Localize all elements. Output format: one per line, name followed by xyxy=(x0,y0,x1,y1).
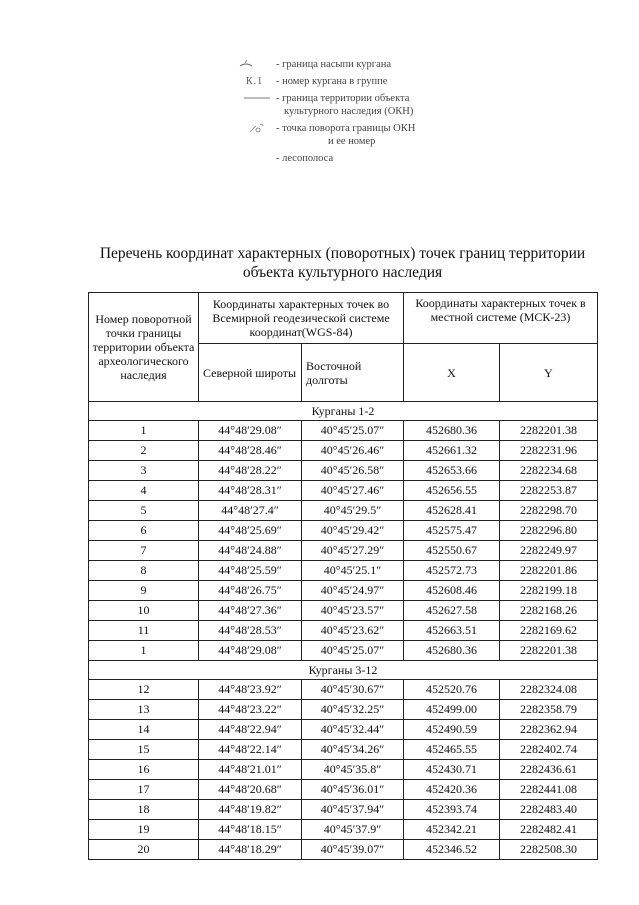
latitude-cell: 44°48′18.29″ xyxy=(199,840,302,860)
table-row xyxy=(89,700,598,720)
point-number-cell: 4 xyxy=(89,481,199,501)
x-cell: 452499.00 xyxy=(404,700,500,720)
legend-text xyxy=(276,92,413,118)
longitude-cell: 40°45′32.25″ xyxy=(302,700,404,720)
x-cell: 452663.51 xyxy=(404,621,500,641)
y-cell: 2282253.87 xyxy=(500,481,598,501)
table-row xyxy=(89,780,598,800)
table-header-row xyxy=(89,293,598,344)
latitude-cell: 44°48′22.94″ xyxy=(199,720,302,740)
point-number-cell: 5 xyxy=(89,501,199,521)
longitude-cell: 40°45′26.46″ xyxy=(302,441,404,461)
table-row xyxy=(89,481,598,501)
y-cell: 2282234.68 xyxy=(500,461,598,481)
table-row xyxy=(89,740,598,760)
table-row xyxy=(89,501,598,521)
point-number-cell: 15 xyxy=(89,740,199,760)
longitude-cell: 40°45′25.1″ xyxy=(302,561,404,581)
legend-text: - граница насыпи кургана xyxy=(276,59,392,70)
table-row xyxy=(89,541,598,561)
y-cell: 2282199.18 xyxy=(500,581,598,601)
point-number-cell: 18 xyxy=(89,800,199,820)
table-row xyxy=(89,840,598,860)
x-cell: 452628.41 xyxy=(404,501,500,521)
y-cell: 2282482.41 xyxy=(500,820,598,840)
latitude-cell: 44°48′23.22″ xyxy=(199,700,302,720)
point-number-cell: 9 xyxy=(89,581,199,601)
longitude-cell: 40°45′29.42″ xyxy=(302,521,404,541)
group-row xyxy=(89,661,598,680)
legend-item-mound-number xyxy=(236,75,496,92)
y-cell: 2282436.61 xyxy=(500,760,598,780)
table-row xyxy=(89,720,598,740)
table-row xyxy=(89,641,598,661)
point-number-cell: 1 xyxy=(89,641,199,661)
y-cell: 2282483.40 xyxy=(500,800,598,820)
y-cell: 2282231.96 xyxy=(500,441,598,461)
x-cell: 452550.67 xyxy=(404,541,500,561)
x-cell: 452490.59 xyxy=(404,720,500,740)
latitude-cell: 44°48′19.82″ xyxy=(199,800,302,820)
x-cell: 452346.52 xyxy=(404,840,500,860)
point-number-cell: 7 xyxy=(89,541,199,561)
okn-boundary-line-icon xyxy=(236,92,272,105)
point-number-cell: 8 xyxy=(89,561,199,581)
longitude-cell: 40°45′37.9″ xyxy=(302,820,404,840)
legend-item-forest-belt xyxy=(236,152,496,169)
x-cell: 452680.36 xyxy=(404,421,500,441)
y-cell: 2282402.74 xyxy=(500,740,598,760)
latitude-cell: 44°48′25.59″ xyxy=(199,561,302,581)
x-cell: 452575.47 xyxy=(404,521,500,541)
longitude-cell: 40°45′30.67″ xyxy=(302,680,404,700)
y-cell: 2282168.26 xyxy=(500,601,598,621)
header-longitude: Восточной долготы xyxy=(302,344,404,402)
y-cell: 2282296.80 xyxy=(500,521,598,541)
y-cell: 2282441.08 xyxy=(500,780,598,800)
group-row xyxy=(89,402,598,421)
header-y: Y xyxy=(500,344,598,402)
y-cell: 2282249.97 xyxy=(500,541,598,561)
longitude-cell: 40°45′27.46″ xyxy=(302,481,404,501)
x-cell: 452420.36 xyxy=(404,780,500,800)
title-line-1: Перечень координат характерных (поворотных) точек границ территории xyxy=(99,245,586,262)
latitude-cell: 44°48′24.88″ xyxy=(199,541,302,561)
x-cell: 452430.71 xyxy=(404,760,500,780)
turning-point-icon xyxy=(236,122,272,135)
point-number-cell: 19 xyxy=(89,820,199,840)
x-cell: 452520.76 xyxy=(404,680,500,700)
latitude-cell: 44°48′29.08″ xyxy=(199,421,302,441)
mound-boundary-icon xyxy=(236,58,272,71)
header-point-number: Номер поворотной точки границы территории объекта археологического наследия xyxy=(89,293,199,402)
point-number-cell: 2 xyxy=(89,441,199,461)
table-row xyxy=(89,461,598,481)
y-cell: 2282508.30 xyxy=(500,840,598,860)
point-number-cell: 16 xyxy=(89,760,199,780)
legend-line: - граница территории объекта xyxy=(276,93,410,104)
map-legend xyxy=(236,58,496,169)
legend-text: - номер кургана в группе xyxy=(276,76,388,87)
legend-line: культурного наследия (ОКН) xyxy=(284,106,414,117)
y-cell: 2282201.38 xyxy=(500,641,598,661)
y-cell: 2282324.08 xyxy=(500,680,598,700)
table-row xyxy=(89,581,598,601)
longitude-cell: 40°45′29.5″ xyxy=(302,501,404,521)
legend-item-okn-boundary xyxy=(236,92,496,122)
point-number-cell: 10 xyxy=(89,601,199,621)
latitude-cell: 44°48′28.31″ xyxy=(199,481,302,501)
y-cell: 2282201.38 xyxy=(500,421,598,441)
x-cell: 452661.32 xyxy=(404,441,500,461)
longitude-cell: 40°45′27.29″ xyxy=(302,541,404,561)
point-number-cell: 12 xyxy=(89,680,199,700)
longitude-cell: 40°45′25.07″ xyxy=(302,641,404,661)
latitude-cell: 44°48′29.08″ xyxy=(199,641,302,661)
longitude-cell: 40°45′35.8″ xyxy=(302,760,404,780)
x-cell: 452342.21 xyxy=(404,820,500,840)
table-row xyxy=(89,820,598,840)
header-msk: Координаты характерных точек в местной системе (МСК-23) xyxy=(404,293,598,344)
latitude-cell: 44°48′28.22″ xyxy=(199,461,302,481)
longitude-cell: 40°45′23.57″ xyxy=(302,601,404,621)
point-number-cell: 20 xyxy=(89,840,199,860)
y-cell: 2282298.70 xyxy=(500,501,598,521)
latitude-cell: 44°48′20.68″ xyxy=(199,780,302,800)
table-row xyxy=(89,760,598,780)
x-cell: 452627.58 xyxy=(404,601,500,621)
longitude-cell: 40°45′39.07″ xyxy=(302,840,404,860)
latitude-cell: 44°48′27.4″ xyxy=(199,501,302,521)
longitude-cell: 40°45′26.58″ xyxy=(302,461,404,481)
x-cell: 452465.55 xyxy=(404,740,500,760)
longitude-cell: 40°45′37.94″ xyxy=(302,800,404,820)
y-cell: 2282362.94 xyxy=(500,720,598,740)
table-body xyxy=(89,402,598,860)
y-cell: 2282201.86 xyxy=(500,561,598,581)
latitude-cell: 44°48′28.53″ xyxy=(199,621,302,641)
point-number-cell: 14 xyxy=(89,720,199,740)
point-number-cell: 17 xyxy=(89,780,199,800)
legend-text xyxy=(276,122,415,148)
longitude-cell: 40°45′24.97″ xyxy=(302,581,404,601)
table-row xyxy=(89,441,598,461)
x-cell: 452653.66 xyxy=(404,461,500,481)
document-title xyxy=(90,244,595,282)
longitude-cell: 40°45′32.44″ xyxy=(302,720,404,740)
longitude-cell: 40°45′34.26″ xyxy=(302,740,404,760)
y-cell: 2282169.62 xyxy=(500,621,598,641)
header-x: X xyxy=(404,344,500,402)
header-latitude: Северной широты xyxy=(199,344,302,402)
table-row xyxy=(89,680,598,700)
table-row xyxy=(89,421,598,441)
x-cell: 452572.73 xyxy=(404,561,500,581)
legend-line: - точка поворота границы ОКН xyxy=(276,123,416,134)
header-wgs: Координаты характерных точек во Всемирной геодезической системе координат(WGS-84) xyxy=(199,293,404,344)
coordinates-table xyxy=(88,292,598,860)
longitude-cell: 40°45′23.62″ xyxy=(302,621,404,641)
x-cell: 452393.74 xyxy=(404,800,500,820)
latitude-cell: 44°48′22.14″ xyxy=(199,740,302,760)
table-row xyxy=(89,521,598,541)
mound-number-symbol: К.1 xyxy=(246,76,264,87)
point-number-cell: 13 xyxy=(89,700,199,720)
latitude-cell: 44°48′25.69″ xyxy=(199,521,302,541)
longitude-cell: 40°45′25.07″ xyxy=(302,421,404,441)
point-number-cell: 6 xyxy=(89,521,199,541)
group-label: Курганы 1-2 xyxy=(89,402,598,421)
legend-line: и ее номер xyxy=(328,136,376,147)
latitude-cell: 44°48′23.92″ xyxy=(199,680,302,700)
latitude-cell: 44°48′28.46″ xyxy=(199,441,302,461)
x-cell: 452680.36 xyxy=(404,641,500,661)
x-cell: 452608.46 xyxy=(404,581,500,601)
table-row xyxy=(89,601,598,621)
x-cell: 452656.55 xyxy=(404,481,500,501)
table-row xyxy=(89,621,598,641)
legend-item-mound-boundary xyxy=(236,58,496,75)
latitude-cell: 44°48′27.36″ xyxy=(199,601,302,621)
group-label: Курганы 3-12 xyxy=(89,661,598,680)
point-number-cell: 1 xyxy=(89,421,199,441)
latitude-cell: 44°48′18.15″ xyxy=(199,820,302,840)
latitude-cell: 44°48′21.01″ xyxy=(199,760,302,780)
title-line-2: объекта культурного наследия xyxy=(242,264,443,281)
point-number-cell: 11 xyxy=(89,621,199,641)
longitude-cell: 40°45′36.01″ xyxy=(302,780,404,800)
table-row xyxy=(89,561,598,581)
point-number-cell: 3 xyxy=(89,461,199,481)
y-cell: 2282358.79 xyxy=(500,700,598,720)
latitude-cell: 44°48′26.75″ xyxy=(199,581,302,601)
table-row xyxy=(89,800,598,820)
legend-text: - лесополоса xyxy=(276,153,334,164)
legend-item-turning-point xyxy=(236,122,496,152)
